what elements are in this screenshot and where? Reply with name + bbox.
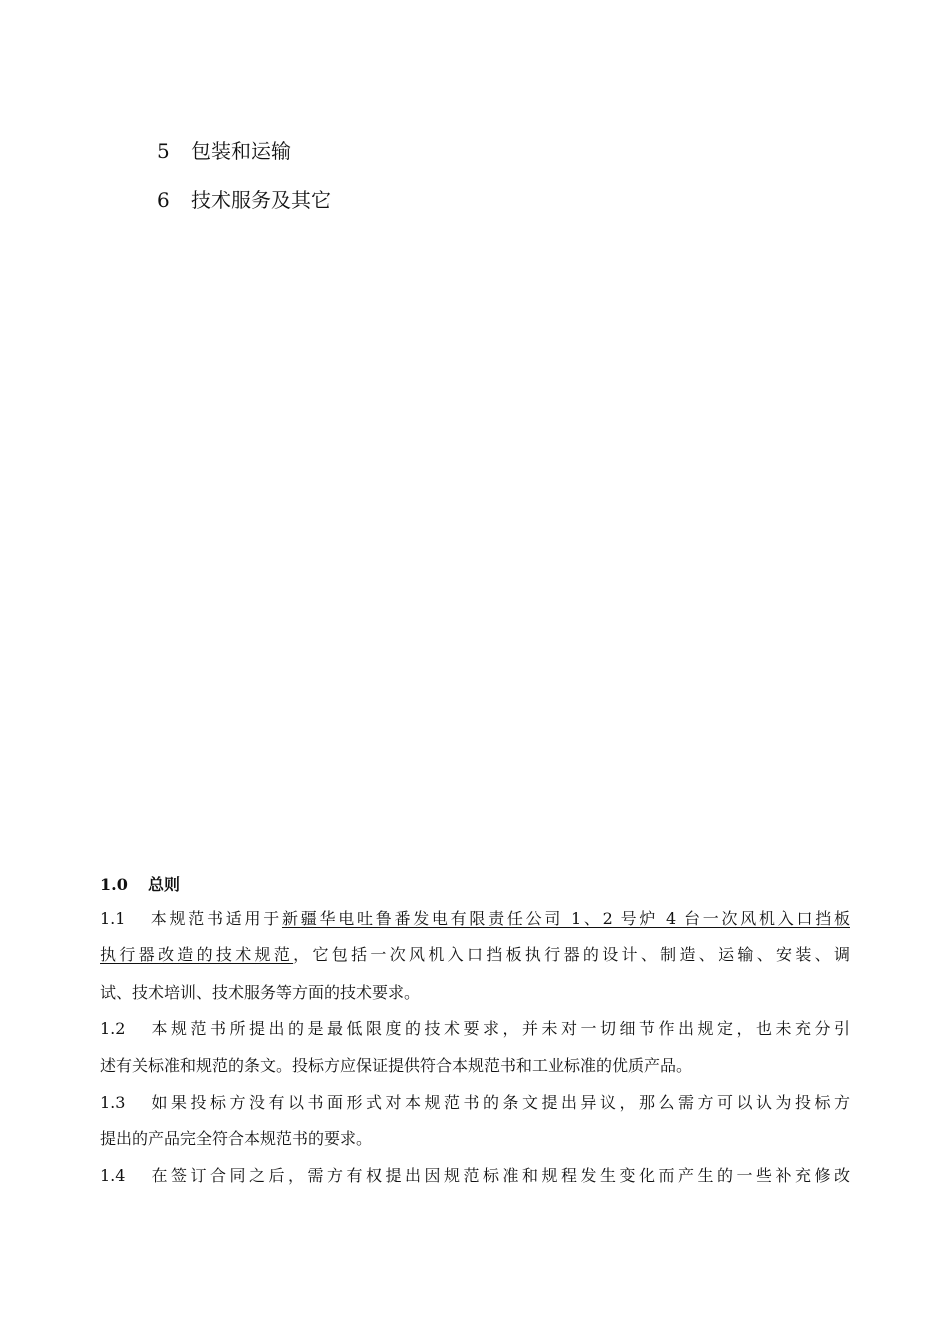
- paragraph-text: 提出的产品完全符合本规范书的要求。: [100, 1129, 373, 1148]
- paragraph-1-2-line-2: [100, 1054, 850, 1078]
- paragraph-number: 1.1: [100, 909, 126, 928]
- section-heading: [100, 873, 180, 897]
- paragraph-text: 述有关标准和规范的条文。投标方应保证提供符合本规范书和工业标准的优质产品。: [100, 1056, 693, 1075]
- paragraph-text: 本规范书所提出的是最低限度的技术要求，并未对一切细节作出规定，也未充分引: [148, 1019, 850, 1038]
- underlined-scope-text: 执行器改造的技术规范: [100, 945, 294, 964]
- paragraph-text: 如果投标方没有以书面形式对本规范书的条文提出异议，那么需方可以认为投标方: [148, 1093, 850, 1112]
- paragraph-1-1-line-3: [100, 981, 850, 1005]
- paragraph-1-3-line-1: [100, 1091, 850, 1115]
- paragraph-1-1-line-1: [100, 907, 850, 931]
- toc-item-title: 包装和运输: [191, 139, 291, 163]
- paragraph-number: 1.3: [100, 1093, 126, 1112]
- toc-item-6: [157, 187, 331, 213]
- paragraph-text: 试、技术培训、技术服务等方面的技术要求。: [100, 983, 421, 1002]
- paragraph-text: 在签订合同之后，需方有权提出因规范标准和规程发生变化而产生的一些补充修改: [148, 1166, 850, 1185]
- section-title: 总则: [148, 875, 181, 894]
- paragraph-text: ，它包括一次风机入口挡板执行器的设计、制造、运输、安装、调: [293, 945, 850, 964]
- paragraph-text: 本规范书适用于: [148, 909, 282, 928]
- paragraph-1-4-line-1: [100, 1164, 850, 1188]
- paragraph-number: 1.2: [100, 1019, 126, 1038]
- underlined-scope-text: 新疆华电吐鲁番发电有限责任公司 1、2 号炉 4 台一次风机入口挡板: [281, 909, 850, 928]
- toc-item-number: 5: [157, 139, 170, 163]
- paragraph-1-2-line-1: [100, 1017, 850, 1041]
- paragraph-1-1-line-2: [100, 943, 850, 967]
- toc-item-title: 技术服务及其它: [191, 188, 331, 212]
- paragraph-1-3-line-2: [100, 1127, 850, 1151]
- toc-item-5: [157, 138, 291, 164]
- toc-item-number: 6: [157, 188, 170, 212]
- paragraph-number: 1.4: [100, 1166, 126, 1185]
- section-number: 1.0: [100, 875, 128, 894]
